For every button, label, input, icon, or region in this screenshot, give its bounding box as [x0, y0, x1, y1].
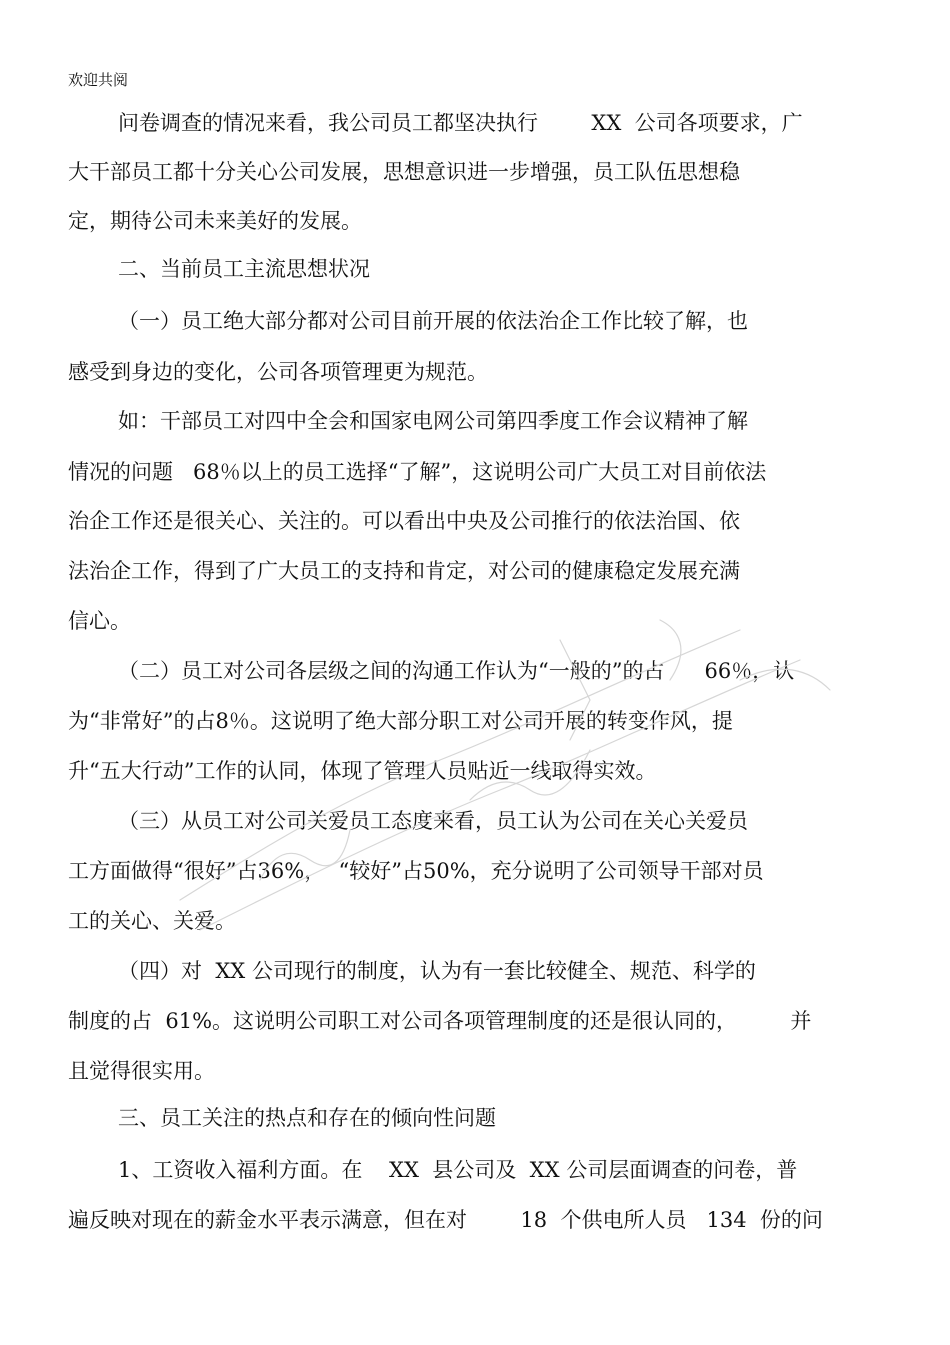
text-line: 法治企工作，得到了广大员工的支持和肯定，对公司的健康稳定发展充满	[68, 559, 740, 583]
text-line: 问卷调查的情况来看，我公司员工都坚决执行 XX 公司各项要求，广	[118, 111, 803, 135]
text-line: 大干部员工都十分关心公司发展，思想意识进一步增强，员工队伍思想稳	[68, 160, 740, 184]
text-line: 情况的问题 68％以上的员工选择“了解”，这说明公司广大员工对目前依法	[68, 460, 767, 484]
text-line: （二）员工对公司各层级之间的沟通工作认为“一般的”的占 66％，认	[118, 659, 795, 683]
text-line: （一）员工绝大部分都对公司目前开展的依法治企工作比较了解，也	[118, 309, 748, 333]
page-header: 欢迎共阅	[68, 71, 129, 89]
text-line: 制度的占 61%。这说明公司职工对公司各项管理制度的还是很认同的， 并	[68, 1009, 812, 1033]
text-line: 工的关心、关爱。	[68, 909, 236, 933]
text-line: 定，期待公司未来美好的发展。	[68, 209, 362, 233]
text-line: 工方面做得“很好”占36%， “较好”占50%，充分说明了公司领导干部对员	[68, 859, 764, 883]
text-line: 遍反映对现在的薪金水平表示满意，但在对 18 个供电所人员 134 份的问	[68, 1208, 823, 1232]
text-line: （三）从员工对公司关爱员工态度来看，员工认为公司在关心关爱员	[118, 809, 748, 833]
text-line: 1、工资收入福利方面。在 XX 县公司及 XX 公司层面调查的问卷，普	[118, 1158, 798, 1182]
text-line: 升“五大行动”工作的认同，体现了管理人员贴近一线取得实效。	[68, 759, 657, 783]
text-line: 信心。	[68, 609, 131, 633]
text-line: 如：干部员工对四中全会和国家电网公司第四季度工作会议精神了解	[118, 409, 748, 433]
text-line: 且觉得很实用。	[68, 1059, 215, 1083]
text-line: 感受到身边的变化，公司各项管理更为规范。	[68, 360, 488, 384]
section-heading: 三、员工关注的热点和存在的倾向性问题	[118, 1106, 496, 1130]
text-line: 治企工作还是很关心、关注的。可以看出中央及公司推行的依法治国、依	[68, 509, 740, 533]
text-line: （四）对 XX 公司现行的制度，认为有一套比较健全、规范、科学的	[118, 959, 756, 983]
text-line: 为“非常好”的占8％。这说明了绝大部分职工对公司开展的转变作风，提	[68, 709, 733, 733]
section-heading: 二、当前员工主流思想状况	[118, 257, 370, 281]
